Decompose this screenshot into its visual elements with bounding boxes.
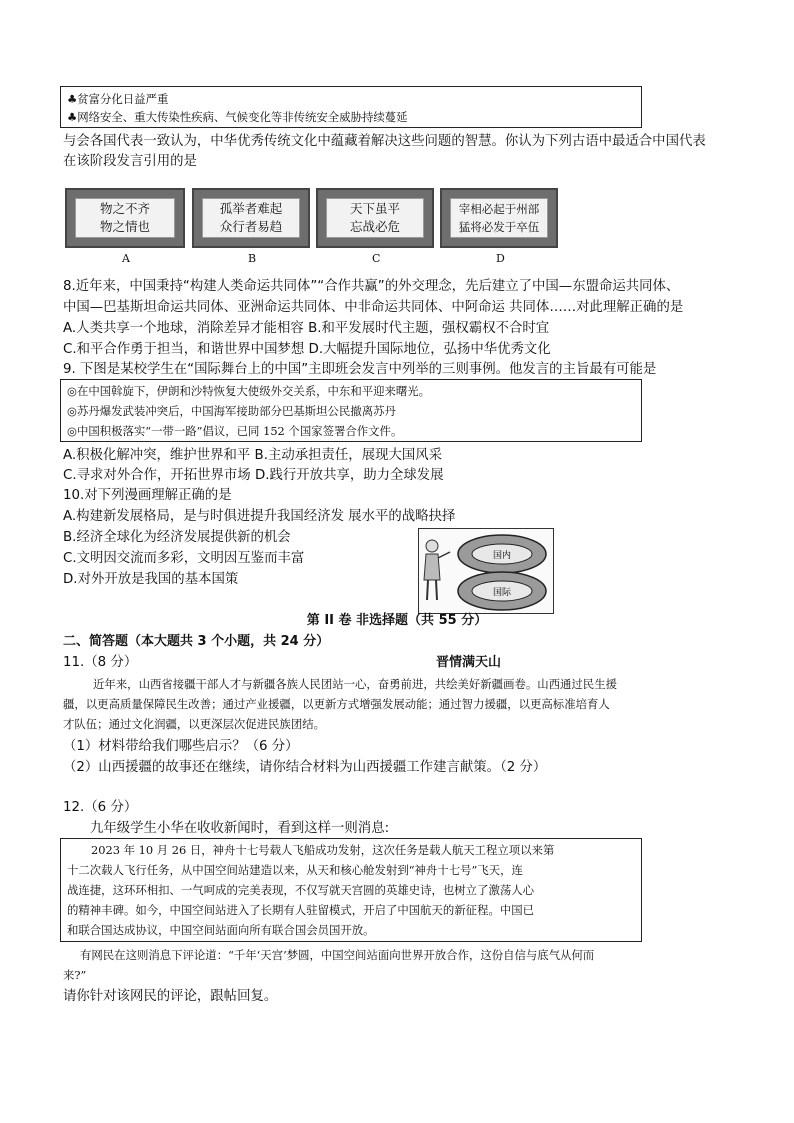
q12-task: 请你针对该网民的评论，跟帖回复。 <box>63 989 278 1004</box>
q12-news-box <box>60 838 642 942</box>
q8-stem-line-2: 中国—巴基斯坦命运共同体、亚洲命运共同体、中非命运共同体、中阿命运 共同体……对此理解正确的是 <box>63 300 684 315</box>
q11-sub-question-1: （1）材料带给我们哪些启示？（6 分） <box>63 739 299 754</box>
q7-c-line-1: 天下虽平 <box>349 201 400 216</box>
top-material-box <box>60 86 642 128</box>
top-box-line-1: ♣贫富分化日益严重 <box>67 92 169 106</box>
q10-option-c: C.文明因交流而多彩，文明因互鉴而丰富 <box>63 551 305 566</box>
q7-label-c: C <box>372 252 381 265</box>
q7-label-b: B <box>248 252 257 265</box>
q7-option-c-plaque <box>316 188 434 248</box>
q12-news-line-5: 和联合国达成协议，中国空间站面向所有联合国会员国开放。 <box>67 923 375 937</box>
top-box-line-2: ♣网络安全、重大传染性疾病、气候变化等非传统安全威胁持续蔓延 <box>67 110 408 124</box>
q9-options-ab: A.积极化解冲突，维护世界和平 B.主动承担责任，展现大国风采 <box>63 448 443 463</box>
q9-stem: 9. 下图是某校学生在“国际舞台上的中国”主即班会发言中列举的三则事例。他发言的主旨最有可能是 <box>63 362 657 377</box>
q7-label-a: A <box>122 252 130 265</box>
q12-intro: 九年级学生小华在收收新闻时，看到这样一则消息: <box>90 821 390 836</box>
q9-example-3: ◎中国积极落实“一带一路”倡议，已同 152 个国家签署合作文件。 <box>67 424 403 438</box>
q8-options-cd: C.和平合作勇于担当，和谐世界中国梦想 D.大幅提升国际地位，弘扬中华优秀文化 <box>63 342 551 357</box>
q12-number: 12.（6 分） <box>63 800 138 815</box>
q7-a-line-1: 物之不齐 <box>99 201 150 216</box>
q12-news-line-1: 2023 年 10 月 26 日，神舟十七号载人飞船成功发射，这次任务是载人航天工程立项以来第 <box>91 843 555 857</box>
q7-d-line-1: 宰相必起于州部 <box>458 202 540 216</box>
q11-number: 11.（8 分） <box>63 655 138 670</box>
q11-material-title: 晋情满天山 <box>436 655 502 670</box>
q8-stem-line-1: 8.近年来，中国秉持“构建人类命运共同体”“合作共赢”的外交理念，先后建立了中国—东盟命运共同体、 <box>63 279 680 294</box>
q12-news-line-4: 的精神丰碑。如今，中国空间站进入了长期有人驻留模式，开启了中国航天的新征程。中国已 <box>67 903 535 917</box>
q7-option-d-plaque <box>440 188 558 248</box>
q10-stem: 10.对下列漫画理解正确的是 <box>63 488 232 503</box>
cartoon-label-international: 国际 <box>492 588 512 598</box>
q9-material-box <box>60 379 642 442</box>
q10-option-a: A.构建新发展格局，是与时俱进提升我国经济发 展水平的战略抉择 <box>63 509 456 524</box>
q12-comment-line-1: 有网民在这则消息下评论道：“千年‘天宫’梦圆，中国空间站面向世界开放合作，这份自信与底气从何而 <box>80 948 595 962</box>
q9-options-cd: C.寻求对外合作，开拓世界市场 D.践行开放共享，助力全球发展 <box>63 468 444 483</box>
q11-sub-question-2: （2）山西援疆的故事还在继续，请你结合材料为山西援疆工作建言献策。（2 分） <box>63 760 547 775</box>
cartoon-label-domestic: 国内 <box>492 551 512 561</box>
q7-option-b-plaque <box>192 188 310 248</box>
q11-para-line-2: 疆，以更高质量保障民生改善；通过产业援疆，以更新方式增强发展动能；通过智力援疆，以更高标准培育人 <box>63 697 610 711</box>
q10-option-d: D.对外开放是我国的基本国策 <box>63 572 239 587</box>
q11-para-line-1: 近年来，山西省接疆干部人才与新疆各族人民团站一心，奋勇前进，共绘美好新疆画卷。山西通过民生援 <box>93 677 617 691</box>
q12-news-line-3: 战连捷，这环环相扣、一气呵成的完美表现，不仅写就天宫圆的英雄史诗，也树立了激荡人心 <box>67 883 535 897</box>
q7-option-a-plaque <box>65 188 185 248</box>
q9-example-1: ◎在中国斡旋下，伊朗和沙特恢复大使级外交关系，中东和平迎来曙光。 <box>67 384 431 398</box>
q7-b-line-2: 众行者易趋 <box>219 219 283 234</box>
q12-news-line-2: 十二次载人飞行任务，从中国空间站建造以来，从天和核心舱发射到“神舟十七号”飞天，连 <box>67 863 523 877</box>
q10-cartoon-image <box>418 528 554 614</box>
q10-option-b: B.经济全球化为经济发展提供新的机会 <box>63 530 291 545</box>
q7-d-line-2: 猛将必发于卒伍 <box>458 220 540 234</box>
q11-para-line-3: 才队伍；通过文化润疆，以更深层次促进民族团结。 <box>63 717 325 731</box>
part-two-title: 第 II 卷 非选择题（共 55 分） <box>306 613 488 628</box>
q8-options-ab: A.人类共享一个地球，消除差异才能相容 B.和平发展时代主题，强权霸权不合时宜 <box>63 321 550 336</box>
q7-a-line-2: 物之情也 <box>99 219 150 234</box>
q12-comment-line-2: 来?” <box>63 968 87 982</box>
q7-c-line-2: 忘战必危 <box>349 219 400 234</box>
section-two-heading: 二、简答题（本大题共 3 个小题，共 24 分） <box>63 634 330 649</box>
q7-b-line-1: 孤举者难起 <box>219 201 283 216</box>
q7-stem-line-1: 与会各国代表一致认为，中华优秀传统文化中蕴藏着解决这些问题的智慧。你认为下列古语中最适合中国代表 <box>63 134 706 149</box>
q7-stem-line-2: 在该阶段发言引用的是 <box>63 154 197 169</box>
q7-label-d: D <box>496 252 505 265</box>
q9-example-2: ◎苏丹爆发武装冲突后，中国海军接助部分巴基斯坦公民撤离苏丹 <box>67 404 396 418</box>
